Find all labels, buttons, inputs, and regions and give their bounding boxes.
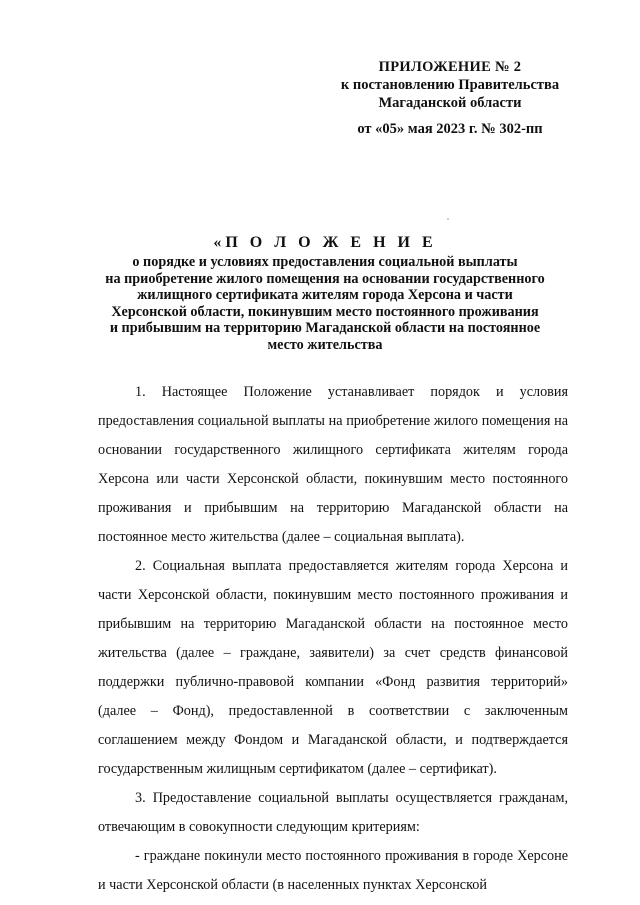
scan-speck	[447, 218, 449, 220]
subtitle-line: на приобретение жилого помещения на основании государственного	[105, 270, 545, 287]
document-body	[98, 378, 568, 900]
appendix-title: ПРИЛОЖЕНИЕ № 2	[378, 59, 522, 75]
subtitle-line: и прибывшим на территорию Магаданской области на постоянное	[109, 320, 541, 336]
subtitle-line: место жительства	[267, 336, 383, 353]
appendix-line-1: к постановлению Правительства	[340, 77, 560, 93]
title-subtitle	[70, 254, 580, 353]
document-title	[70, 232, 580, 353]
appendix-header	[300, 58, 600, 138]
paragraph-4: - граждане покинули место постоянного проживания в городе Херсоне и части Херсонской области (в населенных пунктах Херсонской	[98, 848, 568, 893]
subtitle-line: жилищного сертификата жителям города Херсона и части	[137, 287, 513, 303]
paragraph-2: 2. Социальная выплата предоставляется жителям города Херсона и части Херсонской области, покинувшим место постоянного проживания и прибывшим на территорию Магаданской области на постоянное место жительства (далее – граждане, заявители) за счет средств финансовой поддержки публично-правовой компании «Фонд развития территорий» (далее – Фонд), предоставленной в соответствии с заключенным соглашением между Фондом и Магаданской области, и подтверждается государственным жилищным сертификатом (далее – сертификат).	[98, 558, 568, 777]
subtitle-line: о порядке и условиях предоставления социальной выплаты	[132, 254, 518, 270]
appendix-date: от «05» мая 2023 г. № 302-пп	[357, 121, 543, 137]
appendix-line-2: Магаданской области	[378, 95, 522, 111]
title-word: «П О Л О Ж Е Н И Е	[213, 234, 437, 251]
paragraph-3: 3. Предоставление социальной выплаты осуществляется гражданам, отвечающим в совокупности следующим критериям:	[98, 790, 568, 835]
subtitle-line: Херсонской области, покинувшим место постоянного проживания	[111, 303, 539, 320]
paragraph-1: 1. Настоящее Положение устанавливает порядок и условия предоставления социальной выплаты на приобретение жилого помещения на основании государственного жилищного сертификата жителям города Херсона или части Херсонской области, покинувшим место постоянного проживания и прибывшим на территорию Магаданской области на постоянное место жительства (далее – социальная выплата).	[98, 384, 568, 545]
